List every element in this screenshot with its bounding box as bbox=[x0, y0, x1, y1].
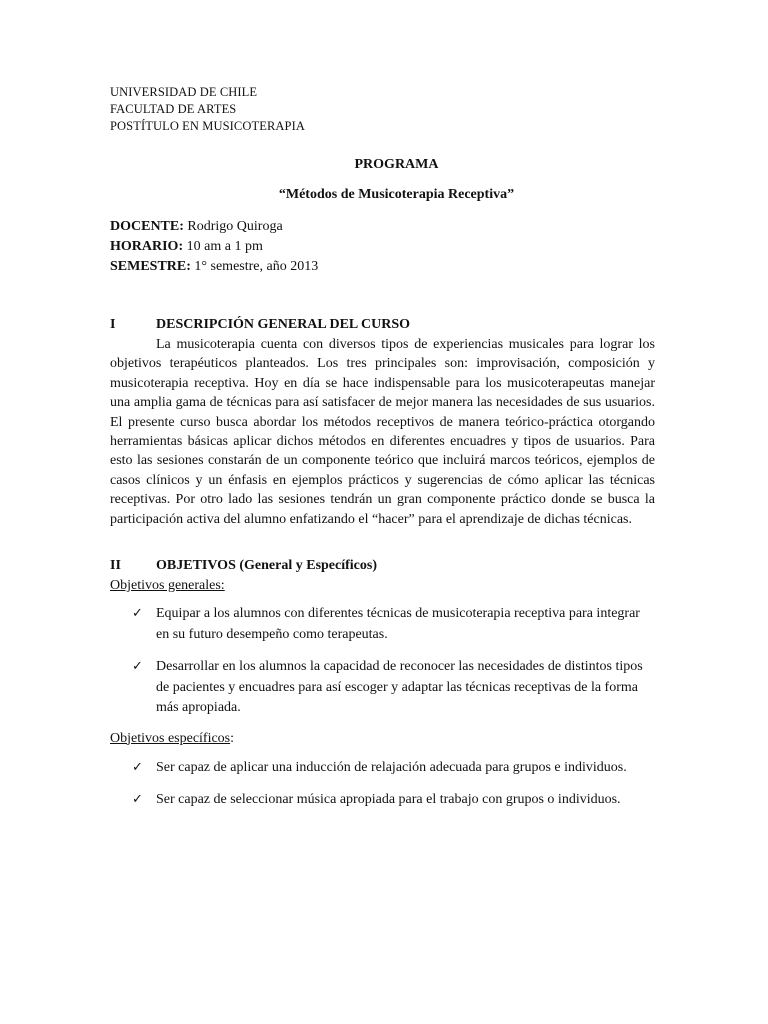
horario-value: 10 am a 1 pm bbox=[183, 239, 263, 254]
checkmark-icon: ✓ bbox=[132, 659, 143, 675]
general-objectives-list bbox=[110, 604, 663, 719]
semestre-label: SEMESTRE: bbox=[110, 259, 191, 274]
course-title: “Métodos de Musicoterapia Receptiva” bbox=[278, 187, 515, 202]
section-2-heading bbox=[110, 556, 663, 576]
list-item-text: Ser capaz de seleccionar música apropiada para el trabajo con grupos o individuos. bbox=[156, 792, 621, 808]
course-meta bbox=[110, 217, 663, 277]
checkmark-icon: ✓ bbox=[132, 759, 143, 775]
checkmark-icon: ✓ bbox=[132, 792, 143, 808]
semestre-value: 1° semestre, año 2013 bbox=[190, 259, 319, 274]
specific-objectives-label: Objetivos específicos bbox=[110, 730, 231, 746]
horario-label: HORARIO: bbox=[110, 239, 184, 254]
list-item-text: Desarrollar en los alumnos la capacidad de reconocer las necesidades de distintos tipos de pacientes y encuadres para así escoger y adaptar las técnicas receptivas de la forma más apropiada. bbox=[156, 659, 643, 716]
horario-row bbox=[110, 237, 663, 257]
docente-row bbox=[110, 217, 663, 237]
section-1-body: La musicoterapia cuenta con diversos tipos de experiencias musicales para lograr los objetivos terapéuticos planteados. Los tres principales son: improvisación, composición y musicoterapia receptiva. Hoy en día se hace indispensable para los musicoterapeutas manejar una amplia gama de técnicas para así satisfacer de mejor manera las necesidades de sus usuarios. El presente curso busca abordar los métodos receptivos de manera teórico-práctica otorgando herramientas básicas aplicar dichos métodos en diferentes encuadres y tipos de usuarios. Para esto las sesiones constarán de un componente teórico que incluirá marcos teóricos, ejemplos de casos clínicos y un énfasis en ejemplos prácticos y sugerencias de cómo aplicar las técnicas receptivas. Por otro lado las sesiones tendrán un gran componente práctico donde se busca la participación activa del alumno enfatizando el “hacer” para el aprendizaje de dichas técnicas. bbox=[110, 337, 655, 527]
faculty-name: FACULTAD DE ARTES bbox=[110, 102, 237, 116]
list-item-text: Equipar a los alumnos con diferentes técnicas de musicoterapia receptiva para integrar en su futuro desempeño como terapeutas. bbox=[156, 606, 640, 642]
list-item bbox=[110, 604, 656, 645]
section-2-title: OBJETIVOS (General y Específicos) bbox=[156, 558, 377, 574]
list-item bbox=[110, 790, 656, 811]
section-1-heading bbox=[110, 315, 663, 335]
docente-label: DOCENTE: bbox=[110, 219, 184, 234]
docente-value: Rodrigo Quiroga bbox=[183, 219, 283, 234]
checkmark-icon: ✓ bbox=[132, 606, 143, 622]
program-name: POSTÍTULO EN MUSICOTERAPIA bbox=[110, 119, 305, 133]
list-item bbox=[110, 758, 656, 779]
specific-objectives-heading bbox=[110, 729, 663, 749]
section-1-title: DESCRIPCIÓN GENERAL DEL CURSO bbox=[156, 317, 410, 332]
specific-objectives-list bbox=[110, 758, 663, 811]
document-title: PROGRAMA bbox=[354, 157, 439, 172]
section-2-number: II bbox=[110, 558, 121, 574]
list-item-text: Ser capaz de aplicar una inducción de relajación adecuada para grupos e individuos. bbox=[156, 759, 627, 775]
general-objectives-heading: Objetivos generales: bbox=[110, 578, 225, 594]
specific-objectives-colon: : bbox=[230, 730, 235, 746]
section-1-number: I bbox=[110, 317, 116, 332]
university-name: UNIVERSIDAD DE CHILE bbox=[110, 85, 258, 99]
semestre-row bbox=[110, 257, 663, 277]
list-item bbox=[110, 657, 656, 719]
